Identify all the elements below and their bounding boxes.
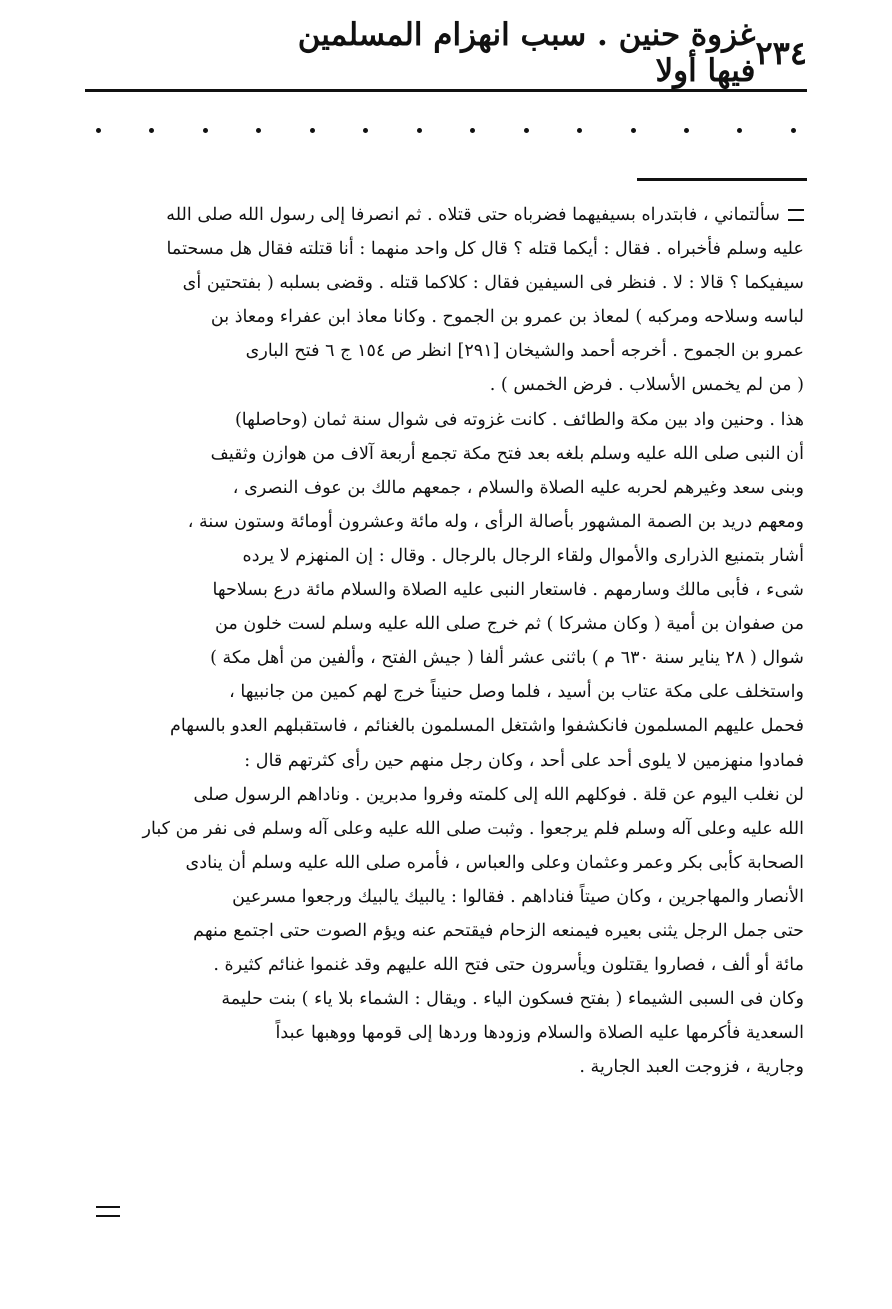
continuation-mark (788, 209, 804, 221)
page-number: ٢٣٤ (755, 34, 807, 72)
dot (577, 128, 582, 133)
text-line: أن النبى صلى الله عليه وسلم بلغه بعد فتح مكة تجمع أربعة آلاف من هوازن وثقيف (210, 443, 804, 464)
text-line: وبنى سعد وغيرهم لحربه عليه الصلاة والسلام ، جمعهم مالك بن عوف النصرى ، (232, 477, 804, 498)
text-line: ( من لم يخمس الأسلاب . فرض الخمس ) . (489, 375, 804, 396)
text-line (90, 198, 804, 232)
running-title: غزوة حنين . سبب انهزام المسلمين فيها أولا (297, 17, 756, 89)
dot (149, 128, 154, 133)
text-line: من صفوان بن أمية ( وكان مشركا ) ثم خرج صلى الله عليه وسلم لست خلون من (215, 614, 804, 635)
text-line: الأنصار والمهاجرين ، وكان صيتاً فناداهم . فقالوا : يالبيك يالبيك ورجعوا مسرعين (232, 886, 804, 907)
text-line: فحمل عليهم المسلمون فانكشفوا واشتغل المسلمون بالغنائم ، فاستقبلهم العدو بالسهام (170, 716, 804, 737)
text-line: عليه وسلم فأخبراه . فقال : أيكما قتله ؟ قال كل واحد منهما : أنا قتلته فقال هل مسحتما (166, 239, 804, 260)
text-line: السعدية فأكرمها عليه الصلاة والسلام وزودها وردها إلى قومها ووهبها عبداً (275, 1023, 804, 1044)
header-rule (85, 89, 807, 92)
text-line: فمادوا منهزمين لا يلوى أحد على أحد ، وكان رجل منهم حين رأى كثرتهم قال : (244, 750, 804, 771)
text-line: ومعهم دريد بن الصمة المشهور بأصالة الرأى ، وله مائة وعشرون أومائة وستون سنة ، (187, 511, 804, 532)
footnote-separator-rule (637, 178, 807, 181)
text-line: لباسه وسلاحه ومركبه ) لمعاذ بن عمرو بن الجموح . وكانا معاذ ابن عفراء ومعاذ بن (210, 307, 804, 328)
page-header (85, 17, 807, 89)
text-line: سيفيكما ؟ قالا : لا . فنظر فى السيفين فقال : كلاكما قتله . وقضى بسلبه ( بفتحتين أى (182, 273, 804, 294)
text-line: مائة أو ألف ، فصاروا يقتلون ويأسرون حتى فتح الله عليهم وقد غنموا غنائم كثيرة . (213, 955, 804, 976)
text-line-content: سألتماني ، فابتدراه بسيفيهما فضرباه حتى قتلاه . ثم انصرفا إلى رسول الله صلى الله (166, 205, 780, 225)
text-line: وكان فى السبى الشيماء ( بفتح فسكون الياء . ويقال : الشماء بلا ياء ) بنت حليمة (221, 989, 804, 1010)
text-line: حتى جمل الرجل يثنى بعيره فيمنعه الزحام فيقتحم عنه ويؤم الصوت حتى اجتمع منهم (193, 920, 804, 941)
text-line: شىء ، فأبى مالك وسارمهم . فاستعار النبى عليه الصلاة والسلام مائة درع بسلاحها (212, 580, 804, 601)
text-line: الصحابة كأبى بكر وعمر وعثمان وعلى والعباس ، فأمره صلى الله عليه وسلم أن ينادى (185, 852, 804, 873)
dot (737, 128, 742, 133)
paragraph-2 (90, 403, 804, 983)
text-line: الله عليه وعلى آله وسلم فلم يرجعوا . وثبت صلى الله عليه وعلى آله وسلم فى نفر من كبار (142, 818, 804, 839)
dot (631, 128, 636, 133)
dot (417, 128, 422, 133)
text-line: عمرو بن الجموح . أخرجه أحمد والشيخان [٢٩١] انظر ص ١٥٤ ج ٦ فتح البارى (245, 341, 804, 362)
dot (684, 128, 689, 133)
text-line: شوال ( ٢٨ يناير سنة ٦٣٠ م ) باثنى عشر ألفا ( جيش الفتح ، وألفين من أهل مكة ) (210, 648, 804, 669)
dot (363, 128, 368, 133)
dot (470, 128, 475, 133)
dot (524, 128, 529, 133)
paragraph-3 (90, 982, 804, 1084)
dot (96, 128, 101, 133)
text-line: هذا . وحنين واد بين مكة والطائف . كانت غزوته فى شوال سنة ثمان (وحاصلها) (234, 409, 804, 430)
text-line: وجارية ، فزوجت العبد الجارية . (579, 1057, 804, 1078)
end-mark (96, 1206, 120, 1217)
paragraph-1 (90, 198, 804, 403)
dot (256, 128, 261, 133)
text-line: واستخلف على مكة عتاب بن أسيد ، فلما وصل حنيناً خرج لهم كمين من جانبيها ، (229, 682, 804, 703)
dot (791, 128, 796, 133)
omission-dots-row (96, 120, 796, 140)
dot (310, 128, 315, 133)
commentary-text (90, 198, 804, 1084)
dot (203, 128, 208, 133)
text-line: لن نغلب اليوم عن قلة . فوكلهم الله إلى كلمته وفروا مدبرين . وناداهم الرسول صلى (193, 784, 804, 805)
text-line: أشار بتمنيع الذرارى والأموال ولقاء الرجال بالرجال . وقال : إن المنهزم لا يرده (242, 545, 804, 566)
